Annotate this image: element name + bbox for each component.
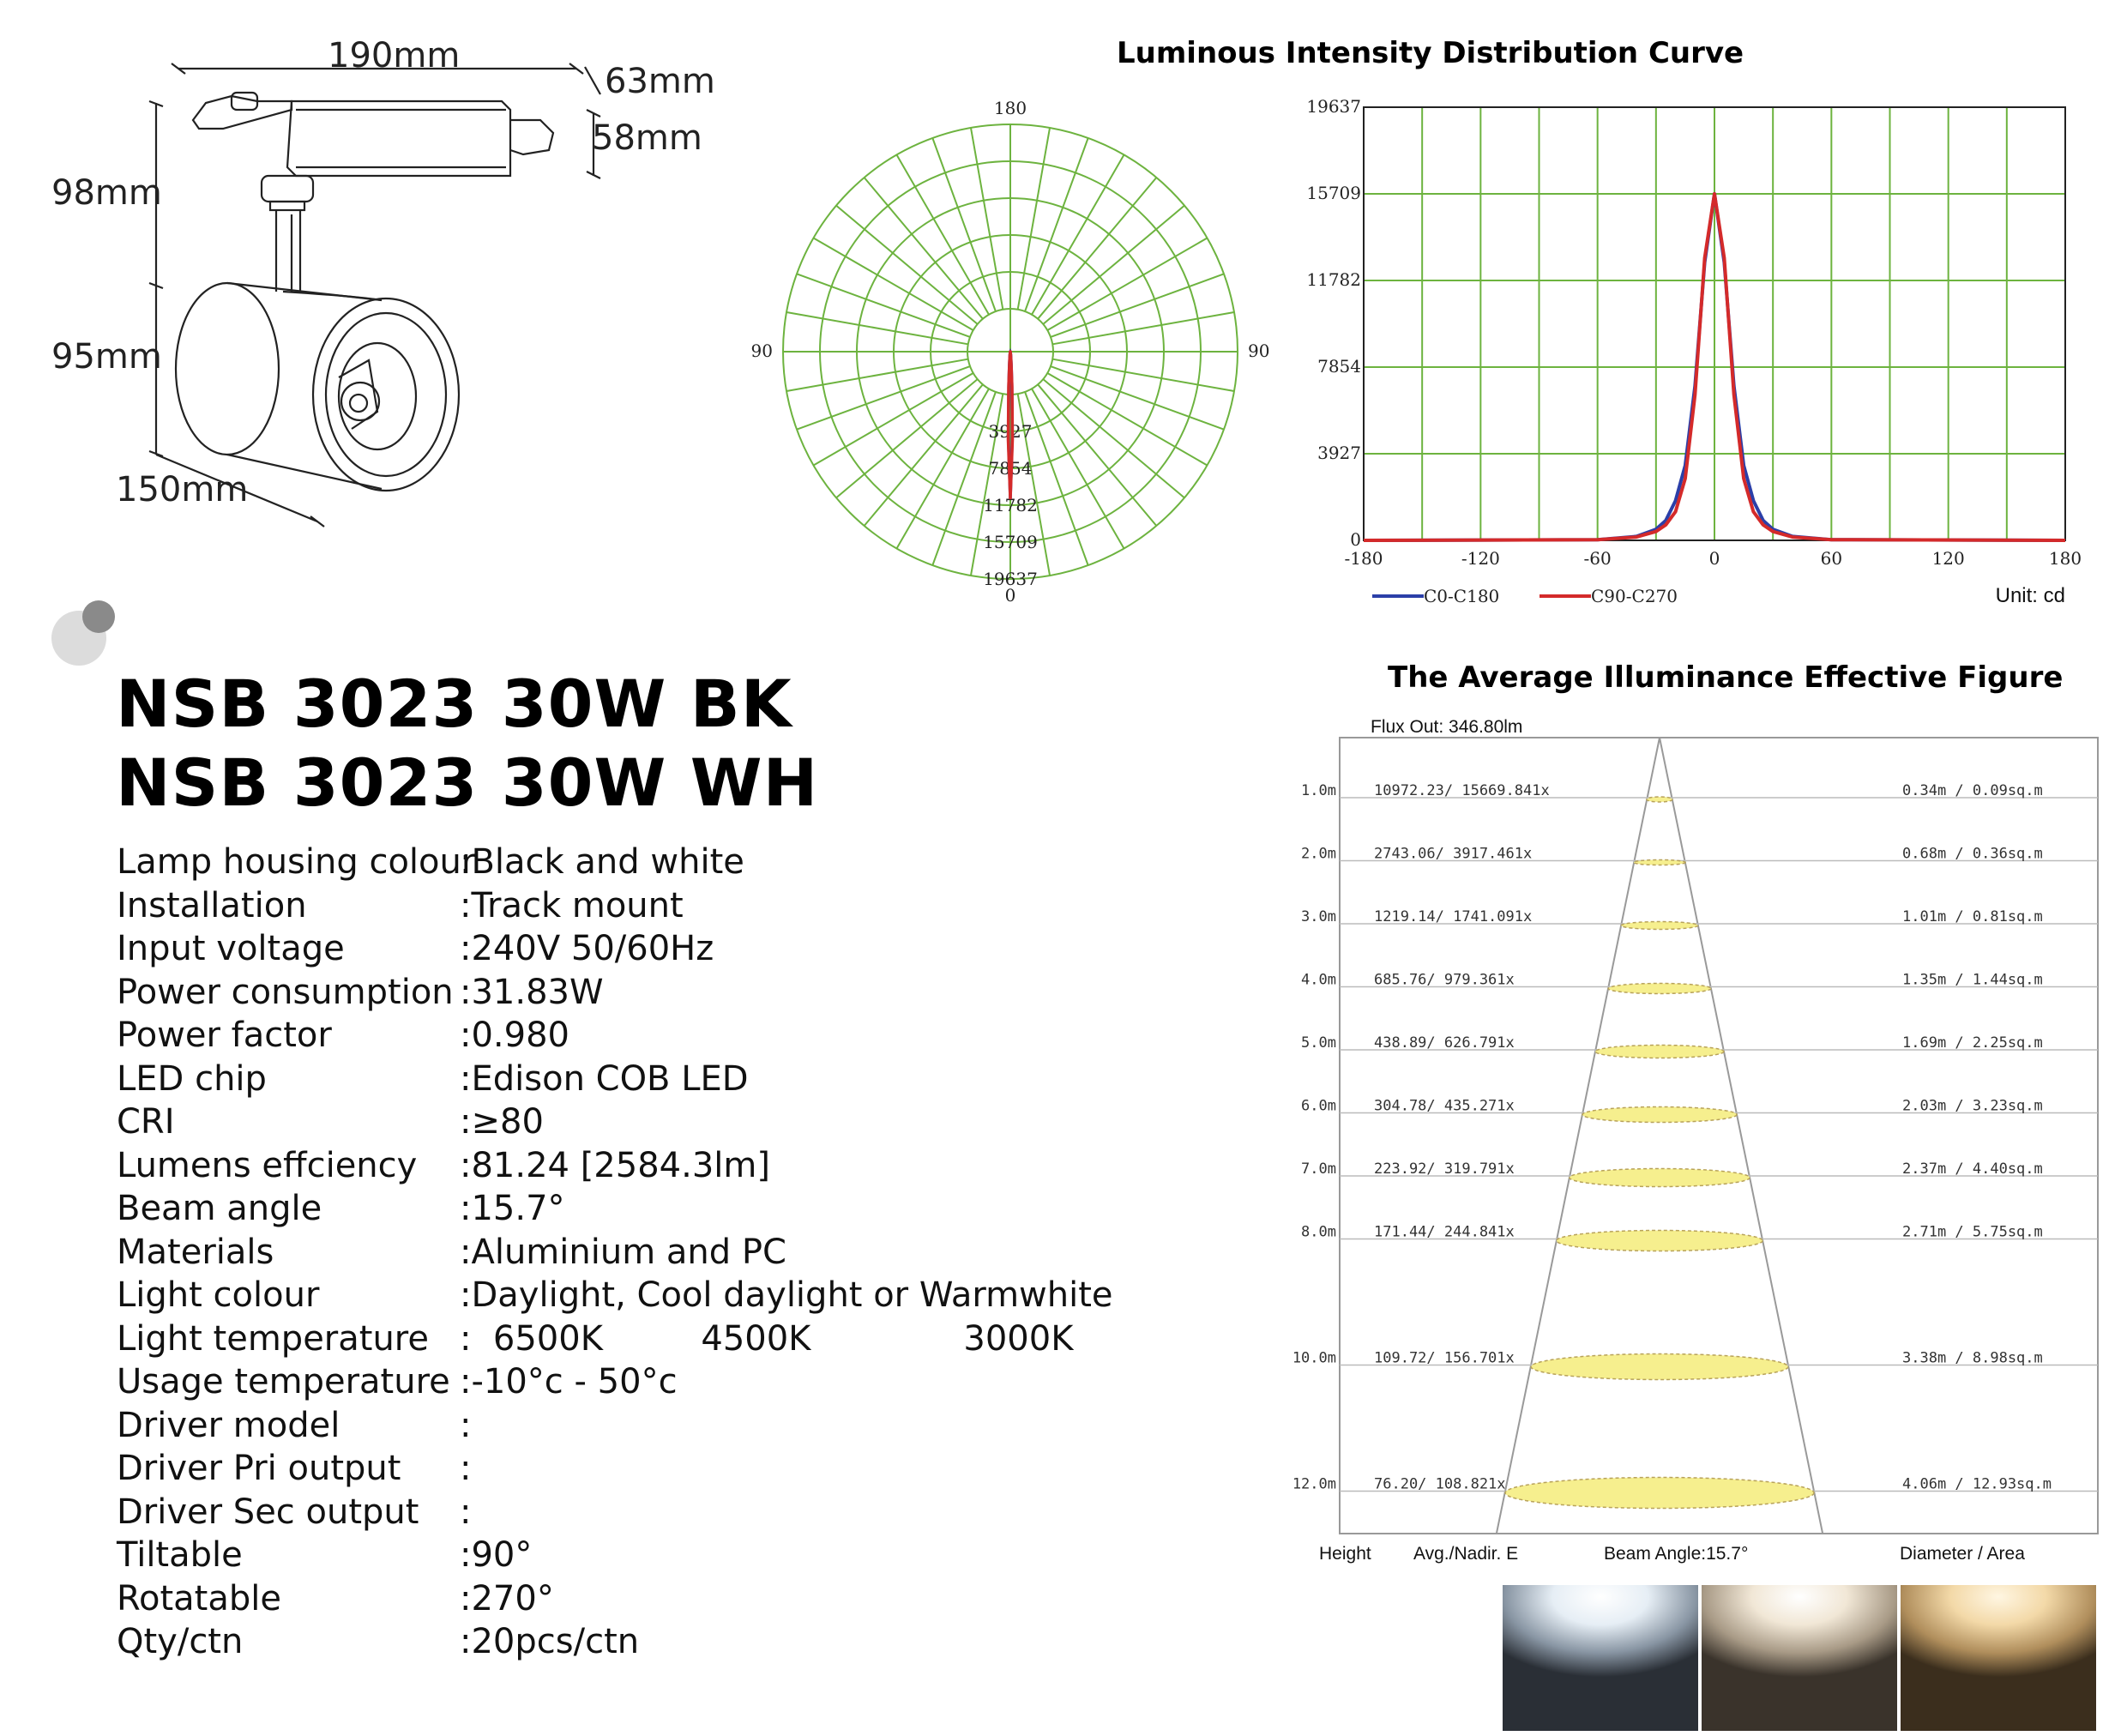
spec-list bbox=[117, 841, 1146, 1664]
chart-title-intensity: Luminous Intensity Distribution Curve bbox=[1117, 36, 1744, 70]
spec-row bbox=[117, 1577, 1146, 1621]
spec-label: Rotatable bbox=[117, 1578, 281, 1618]
polar-angle-label: 90 bbox=[1248, 341, 1270, 361]
beam-ellipse bbox=[1595, 1046, 1724, 1058]
dim-head-length: 150mm bbox=[116, 470, 249, 509]
polar-radial-label: 11782 bbox=[983, 494, 1038, 515]
polar-radial-label: 15709 bbox=[983, 531, 1038, 552]
model-name-bk: NSB 3023 30W BK bbox=[116, 666, 792, 742]
spec-value: :31.83W bbox=[460, 972, 604, 1012]
spec-value: :-10°c - 50°c bbox=[460, 1362, 678, 1401]
spec-value: :240V 50/60Hz bbox=[460, 929, 714, 968]
polar-angle-label: 0 bbox=[1004, 585, 1016, 606]
col-diameter-area: Diameter / Area bbox=[1900, 1544, 2025, 1564]
row-diameter-area: 2.71m / 5.75sq.m bbox=[1902, 1223, 2043, 1241]
spec-row bbox=[117, 841, 1146, 884]
y-tick-label: 15709 bbox=[1306, 183, 1361, 204]
beam-ellipse bbox=[1505, 1478, 1814, 1509]
row-diameter-area: 2.37m / 4.40sq.m bbox=[1902, 1160, 2043, 1178]
illuminance-figure bbox=[1286, 712, 2110, 1544]
row-diameter-area: 2.03m / 3.23sq.m bbox=[1902, 1097, 2043, 1115]
flux-out-label: Flux Out: 346.80lm bbox=[1371, 717, 1523, 737]
spec-value: :81.24 [2584.3lm] bbox=[460, 1145, 770, 1185]
polar-spoke bbox=[1043, 379, 1184, 497]
row-illuminance: 1219.14/ 1741.091x bbox=[1374, 908, 1533, 925]
spec-row bbox=[117, 1274, 1146, 1317]
spec-row bbox=[117, 1187, 1146, 1231]
row-illuminance: 109.72/ 156.701x bbox=[1374, 1349, 1515, 1367]
polar-spoke bbox=[786, 359, 968, 391]
spec-row bbox=[117, 1620, 1146, 1664]
spec-value: : bbox=[460, 1492, 472, 1532]
x-tick-label: -180 bbox=[1344, 548, 1383, 569]
row-illuminance: 685.76/ 979.361x bbox=[1374, 971, 1515, 989]
row-illuminance: 304.78/ 435.271x bbox=[1374, 1097, 1515, 1115]
spec-value: :Track mount bbox=[460, 885, 684, 925]
legend-label: C90-C270 bbox=[1591, 586, 1678, 606]
polar-spoke bbox=[1052, 312, 1234, 344]
row-diameter-area: 3.38m / 8.98sq.m bbox=[1902, 1349, 2043, 1367]
beam-ellipse bbox=[1621, 922, 1698, 930]
spec-label: Usage temperature bbox=[117, 1362, 450, 1401]
row-height: 5.0m bbox=[1301, 1034, 1336, 1052]
swatch-daylight bbox=[1503, 1585, 1698, 1731]
polar-radial-label: 19637 bbox=[983, 569, 1038, 589]
spec-label: Power consumption bbox=[117, 972, 454, 1012]
spec-row bbox=[117, 1100, 1146, 1144]
row-illuminance: 10972.23/ 15669.841x bbox=[1374, 782, 1550, 799]
spec-label: LED chip bbox=[117, 1058, 267, 1099]
spec-value: : bbox=[460, 1405, 472, 1445]
beam-ellipse bbox=[1608, 984, 1711, 994]
x-tick-label: -60 bbox=[1583, 548, 1612, 569]
beam-ellipse bbox=[1557, 1230, 1762, 1251]
polar-spoke bbox=[797, 366, 970, 430]
x-tick-label: 60 bbox=[1820, 548, 1843, 569]
polar-spoke bbox=[1018, 128, 1050, 310]
spec-row bbox=[117, 1317, 1146, 1361]
beam-ellipse bbox=[1531, 1354, 1788, 1380]
decor-circle-dark bbox=[82, 600, 115, 633]
row-height: 10.0m bbox=[1292, 1349, 1336, 1367]
beam-ellipse bbox=[1570, 1168, 1750, 1186]
y-tick-label: 0 bbox=[1350, 529, 1361, 550]
polar-spoke bbox=[865, 178, 983, 319]
spec-label: Installation bbox=[117, 885, 307, 925]
spec-label: Lamp housing colour bbox=[117, 842, 476, 882]
spec-value: :0.980 bbox=[460, 1016, 569, 1055]
y-tick-label: 19637 bbox=[1306, 96, 1361, 117]
polar-spoke bbox=[836, 379, 978, 497]
polar-radial-label: 3927 bbox=[988, 420, 1033, 442]
dim-head-height: 95mm bbox=[51, 337, 162, 377]
polar-spoke bbox=[971, 128, 1003, 310]
x-tick-label: -120 bbox=[1461, 548, 1500, 569]
spec-row bbox=[117, 884, 1146, 928]
spec-value: :Edison COB LED bbox=[460, 1058, 749, 1099]
row-illuminance: 2743.06/ 3917.461x bbox=[1374, 845, 1533, 863]
polar-spoke bbox=[932, 138, 996, 311]
chart-title-illuminance: The Average Illuminance Effective Figure bbox=[1388, 660, 2064, 695]
swatch-cool-daylight bbox=[1702, 1585, 1897, 1731]
row-height: 2.0m bbox=[1301, 845, 1336, 863]
polar-spoke bbox=[1038, 384, 1156, 526]
x-tick-label: 120 bbox=[1931, 548, 1965, 569]
polar-spoke bbox=[1043, 206, 1184, 324]
polar-radial-label: 7854 bbox=[988, 457, 1033, 479]
swatch-warm-white bbox=[1901, 1585, 2096, 1731]
spec-value: : bbox=[460, 1449, 472, 1488]
col-beam-angle: Beam Angle:15.7° bbox=[1604, 1544, 1749, 1564]
row-illuminance: 76.20/ 108.821x bbox=[1374, 1475, 1506, 1493]
spec-label: Driver model bbox=[117, 1405, 340, 1445]
x-tick-label: 0 bbox=[1708, 548, 1720, 569]
polar-spoke bbox=[786, 312, 968, 344]
spec-value: :≥80 bbox=[460, 1102, 544, 1142]
row-height: 8.0m bbox=[1301, 1223, 1336, 1241]
beam-ellipse bbox=[1647, 797, 1672, 802]
spec-value: :Aluminium and PC bbox=[460, 1232, 786, 1272]
row-diameter-area: 4.06m / 12.93sq.m bbox=[1902, 1475, 2052, 1493]
spec-value: :Daylight, Cool daylight or Warmwhite bbox=[460, 1275, 1113, 1315]
row-height: 1.0m bbox=[1301, 782, 1336, 799]
beam-ellipse bbox=[1582, 1107, 1737, 1123]
polar-spoke bbox=[1025, 138, 1088, 311]
x-tick-label: 180 bbox=[2048, 548, 2082, 569]
spec-row bbox=[117, 1447, 1146, 1491]
row-diameter-area: 1.35m / 1.44sq.m bbox=[1902, 971, 2043, 989]
polar-chart bbox=[738, 94, 1269, 618]
spec-label: Driver Sec output bbox=[117, 1492, 419, 1532]
spec-row bbox=[117, 1534, 1146, 1577]
spec-label: Qty/ctn bbox=[117, 1622, 244, 1661]
spec-value: :15.7° bbox=[460, 1189, 565, 1228]
row-height: 3.0m bbox=[1301, 908, 1336, 925]
spec-value: : 6500K 4500K 3000K bbox=[460, 1318, 1074, 1359]
polar-spoke bbox=[1051, 366, 1224, 430]
polar-spoke bbox=[1051, 274, 1224, 337]
polar-spoke bbox=[1038, 178, 1156, 319]
spec-row bbox=[117, 1231, 1146, 1275]
unit-label: Unit: cd bbox=[1995, 584, 2065, 607]
row-diameter-area: 1.69m / 2.25sq.m bbox=[1902, 1034, 2043, 1052]
row-illuminance: 438.89/ 626.791x bbox=[1374, 1034, 1515, 1052]
polar-angle-label: 90 bbox=[750, 341, 773, 361]
dim-adapter-height: 58mm bbox=[592, 118, 702, 158]
polar-spoke bbox=[1052, 359, 1234, 391]
col-height: Height bbox=[1319, 1544, 1371, 1564]
polar-spoke bbox=[797, 274, 970, 337]
row-height: 4.0m bbox=[1301, 971, 1336, 989]
polar-angle-label: 180 bbox=[993, 98, 1027, 118]
legend-label: C0-C180 bbox=[1424, 586, 1500, 606]
row-illuminance: 171.44/ 244.841x bbox=[1374, 1223, 1515, 1241]
y-tick-label: 3927 bbox=[1317, 443, 1361, 464]
spec-label: Tiltable bbox=[117, 1535, 243, 1575]
spec-value: :Black and white bbox=[460, 842, 744, 882]
spec-row bbox=[117, 1014, 1146, 1058]
row-diameter-area: 0.34m / 0.09sq.m bbox=[1902, 782, 2043, 799]
spec-value: :20pcs/ctn bbox=[460, 1622, 640, 1661]
spec-label: Materials bbox=[117, 1232, 274, 1272]
dim-upper-height: 98mm bbox=[51, 173, 162, 213]
row-illuminance: 223.92/ 319.791x bbox=[1374, 1160, 1515, 1178]
cone-edge-right bbox=[1660, 738, 1823, 1534]
spec-row bbox=[117, 1144, 1146, 1188]
spec-row bbox=[117, 1360, 1146, 1404]
spec-row bbox=[117, 1491, 1146, 1534]
spec-label: Light temperature bbox=[117, 1318, 429, 1359]
y-tick-label: 11782 bbox=[1306, 269, 1361, 291]
polar-spoke bbox=[836, 206, 978, 324]
col-avg-nadir: Avg./Nadir. E bbox=[1413, 1544, 1519, 1564]
spec-label: Beam angle bbox=[117, 1189, 322, 1228]
row-height: 12.0m bbox=[1292, 1475, 1336, 1493]
spec-label: Lumens effciency bbox=[117, 1145, 418, 1185]
dim-top-depth: 63mm bbox=[605, 62, 715, 101]
spec-row bbox=[117, 927, 1146, 971]
model-name-wh: NSB 3023 30W WH bbox=[116, 744, 819, 821]
spec-value: :270° bbox=[460, 1578, 554, 1618]
spec-label: Driver Pri output bbox=[117, 1449, 401, 1488]
spec-label: Input voltage bbox=[117, 929, 345, 968]
spec-label: Light colour bbox=[117, 1275, 320, 1315]
spec-row bbox=[117, 1404, 1146, 1448]
y-tick-label: 7854 bbox=[1317, 356, 1361, 377]
line-chart bbox=[1306, 94, 2110, 626]
row-diameter-area: 0.68m / 0.36sq.m bbox=[1902, 845, 2043, 863]
polar-spoke bbox=[865, 384, 983, 526]
spec-row bbox=[117, 1058, 1146, 1101]
row-height: 7.0m bbox=[1301, 1160, 1336, 1178]
spec-label: Power factor bbox=[117, 1016, 332, 1055]
beam-ellipse bbox=[1634, 859, 1685, 865]
spec-value: :90° bbox=[460, 1535, 533, 1575]
dim-width: 190mm bbox=[328, 36, 461, 75]
row-height: 6.0m bbox=[1301, 1097, 1336, 1115]
row-diameter-area: 1.01m / 0.81sq.m bbox=[1902, 908, 2043, 925]
spec-label: CRI bbox=[117, 1102, 175, 1142]
spec-row bbox=[117, 971, 1146, 1015]
